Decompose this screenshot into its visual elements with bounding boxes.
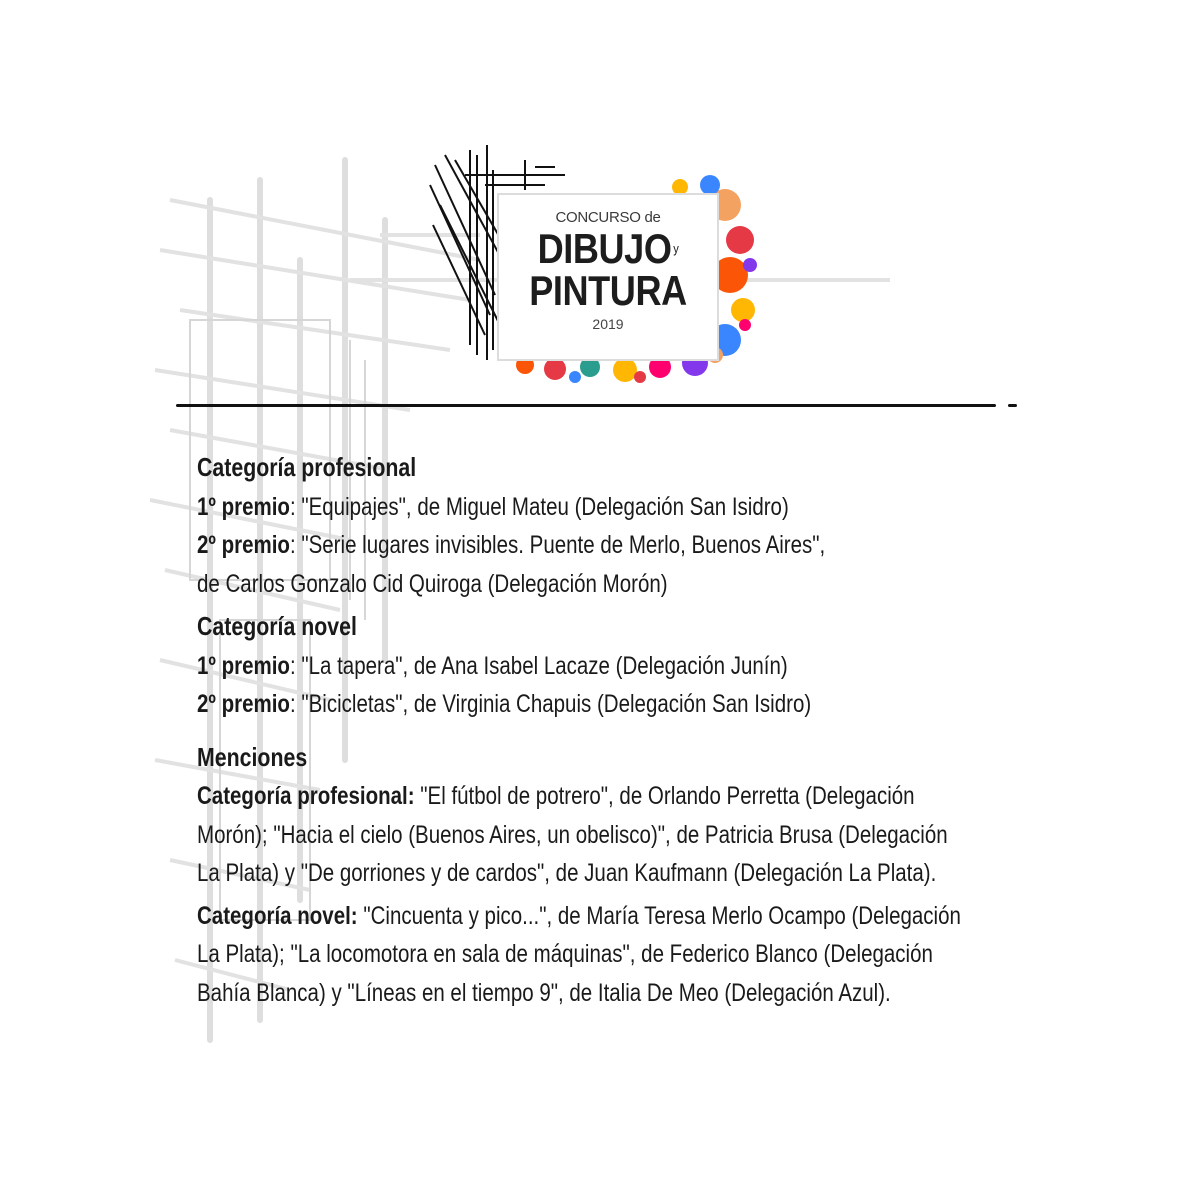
prize-label: 1º premio — [197, 492, 290, 521]
section-novel-heading — [197, 607, 1017, 647]
mention-text: "Cincuenta y pico...", de María Teresa Merlo Ocampo (Delegación — [357, 901, 961, 930]
novel-second-prize — [197, 685, 1017, 724]
prize-text: de Carlos Gonzalo Cid Quiroga (Delegación Morón) — [197, 569, 668, 598]
section-profesional-heading — [197, 448, 1017, 488]
mention-text: Morón); "Hacia el cielo (Buenos Aires, un obelisco)", de Patricia Brusa (Delegación — [197, 820, 948, 849]
logo-dibujo-text: DIBUJO — [537, 225, 672, 272]
logo-concurso-text: CONCURSO de — [555, 209, 661, 226]
menciones-profesional-line2 — [197, 816, 1017, 855]
contest-logo — [425, 145, 765, 385]
heading-text: Categoría novel — [197, 611, 357, 641]
menciones-profesional-line3 — [197, 854, 1017, 893]
mention-label: Categoría novel: — [197, 901, 358, 930]
divider-dot — [1008, 404, 1017, 407]
mention-label: Categoría profesional: — [197, 782, 415, 810]
logo-title-box — [497, 193, 719, 361]
menciones-novel-line1 — [197, 897, 1017, 936]
logo-year: 2019 — [592, 316, 624, 332]
prize-label: 1º premio — [197, 651, 290, 680]
mention-text: Bahía Blanca) y "Líneas en el tiempo 9", de Italia De Meo (Delegación Azul). — [197, 978, 891, 1007]
mention-text: "El fútbol de potrero", de Orlando Perretta (Delegación — [414, 782, 915, 810]
profesional-first-prize — [197, 488, 1017, 527]
section-menciones-heading — [197, 738, 1017, 778]
prize-text: : "La tapera", de Ana Isabel Lacaze (Delegación Junín) — [289, 651, 788, 680]
prize-text: : "Bicicletas", de Virginia Chapuis (Delegación San Isidro) — [289, 690, 812, 718]
divider-line — [176, 404, 996, 407]
menciones-novel-line3 — [197, 974, 1017, 1013]
logo-word-pintura: PINTURA — [529, 267, 687, 314]
menciones-profesional-line1 — [197, 777, 1017, 816]
profesional-second-prize-cont — [197, 565, 1017, 604]
prize-label: 2º premio — [197, 531, 290, 559]
heading-text: Categoría profesional — [197, 452, 417, 482]
logo-word-dibujo — [514, 225, 701, 272]
menciones-novel-line2 — [197, 935, 1017, 974]
mention-text: La Plata); "La locomotora en sala de máquinas", de Federico Blanco (Delegación — [197, 940, 933, 968]
profesional-second-prize — [197, 526, 1017, 565]
logo-y-text: y — [673, 241, 679, 256]
results-content — [197, 448, 1017, 1012]
heading-text: Menciones — [197, 741, 308, 772]
prize-text: : "Equipajes", de Miguel Mateu (Delegación San Isidro) — [289, 492, 789, 521]
mention-text: La Plata) y "De gorriones y de cardos", de Juan Kaufmann (Delegación La Plata). — [197, 859, 937, 887]
prize-text: : "Serie lugares invisibles. Puente de Merlo, Buenos Aires", — [289, 531, 826, 559]
novel-first-prize — [197, 647, 1017, 686]
prize-label: 2º premio — [197, 690, 290, 718]
